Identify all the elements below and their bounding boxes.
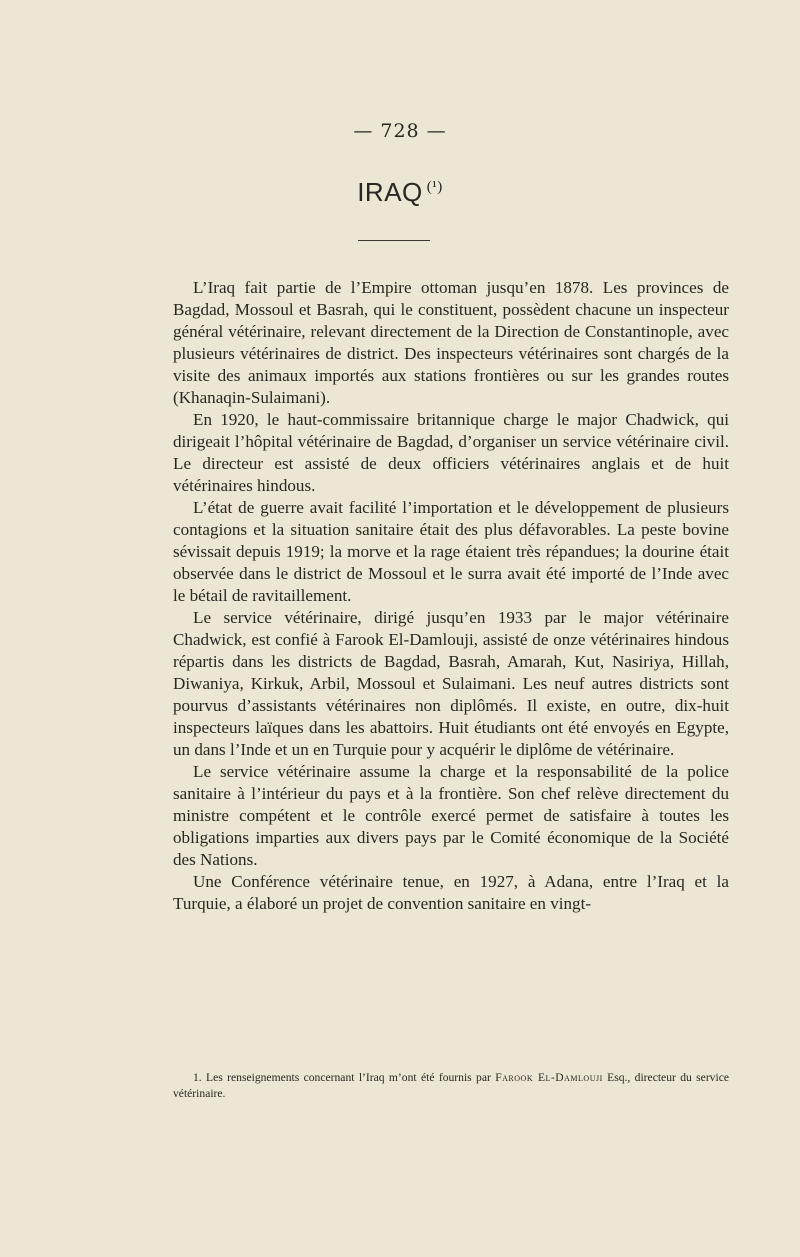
section-title — [0, 177, 800, 208]
footnote — [173, 1070, 729, 1102]
title-divider — [358, 240, 430, 241]
page-number: — 728 — — [353, 120, 447, 142]
paragraph: Une Conférence vétérinaire tenue, en 1927, à Adana, entre l’Iraq et la Turquie, a élaboré un projet de convention sanitaire en vingt- — [173, 871, 729, 913]
footnote-reference: (¹) — [426, 179, 443, 196]
paragraph: En 1920, le haut-commissaire britannique charge le major Chadwick, qui dirigeait l’hôpital vétérinaire de Bagdad, d’organiser un service vétérinaire civil. Le directeur est assisté de deux officiers vétérinaires anglais et de huit vétérinaires hindous. — [173, 409, 729, 495]
paragraph: L’état de guerre avait facilité l’importation et le développement de plusieurs contagions et la situation sanitaire était des plus défavorables. La peste bovine sévissait depuis 1919; la morve et la rage étaient très répandues; la dourine était observée dans le district de Mossoul et le surra avait été importé de l’Inde avec le bétail de ravitaillement. — [173, 497, 729, 605]
paragraph: Le service vétérinaire assume la charge et la responsabilité de la police sanitaire à l’intérieur du pays et à la frontière. Son chef relève directement du ministre compétent et le contrôle exercé permet de satisfaire à toutes les obligations imparties aux divers pays par le Comité économique de la Société des Nations. — [173, 761, 729, 869]
footnote-text — [173, 1070, 729, 1102]
footnote-name: Farook El-Damlouji — [495, 1071, 603, 1084]
body-text — [173, 277, 729, 915]
footnote-prefix: 1. Les renseignements concernant l’Iraq m’ont été fournis par — [193, 1071, 491, 1084]
title-text: IRAQ — [357, 177, 423, 207]
paragraph: L’Iraq fait partie de l’Empire ottoman jusqu’en 1878. Les provinces de Bagdad, Mossoul et Basrah, qui le constituent, possèdent chacune un inspecteur général vétérinaire, relevant directement de la Direction de Constantinople, avec plusieurs vétérinaires de district. Des inspecteurs vétérinaires sont chargés de la visite des animaux importés aux stations frontières ou sur les grandes routes (Khanaqin-Sulaimani). — [173, 278, 729, 407]
footnote-suffix: Esq., directeur du service vétérinaire. — [173, 1071, 729, 1100]
paragraph: Le service vétérinaire, dirigé jusqu’en 1933 par le major vétérinaire Chadwick, est confié à Farook El-Damlouji, assisté de onze vétérinaires hindous répartis dans les districts de Bagdad, Basrah, Amarah, Kut, Nasiriya, Hillah, Diwaniya, Kirkuk, Arbil, Mossoul et Sulaimani. Les neuf autres districts sont pourvus d’assistants vétérinaires non diplômés. Il existe, en outre, dix-huit inspecteurs laïques dans les abattoirs. Huit étudiants ont été envoyés en Egypte, un dans l’Inde et un en Turquie pour y acquérir le diplôme de vétérinaire. — [173, 607, 729, 759]
